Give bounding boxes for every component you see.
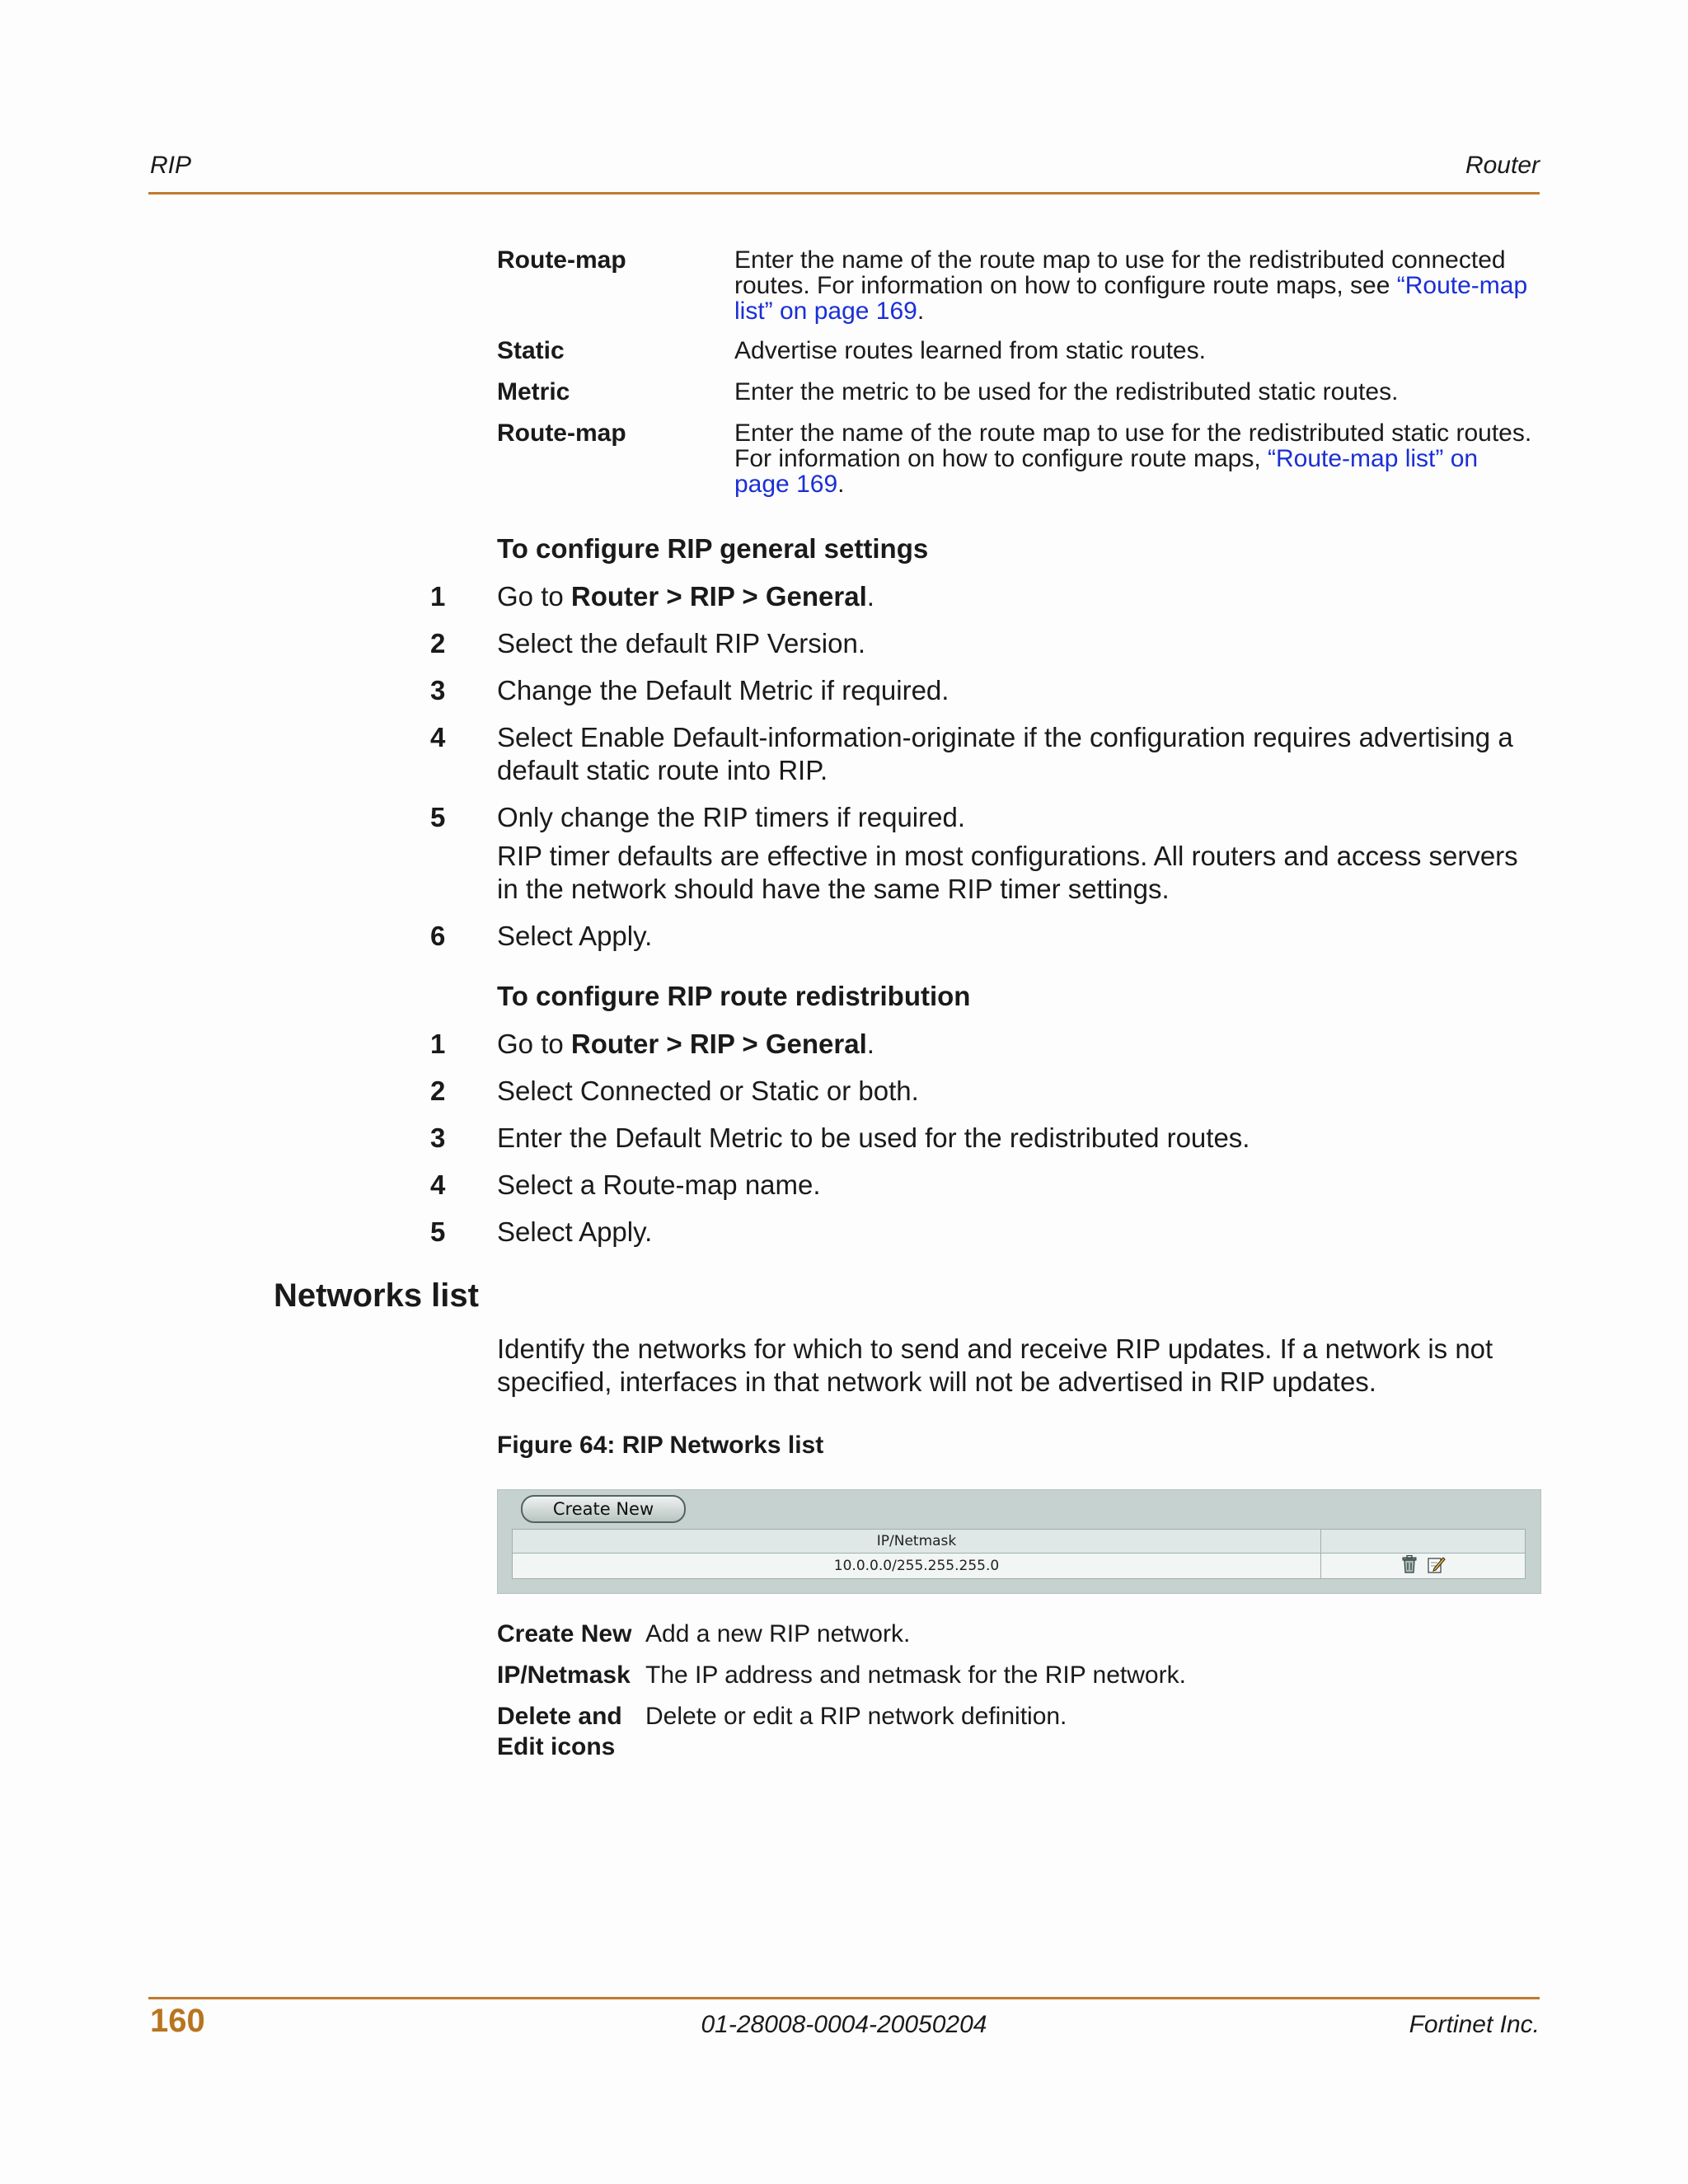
networks-definition-table xyxy=(497,1619,1540,1767)
step-text: Select a Route-map name. xyxy=(497,1169,821,1200)
procedure-step xyxy=(430,1028,1540,1061)
procedure-step xyxy=(430,801,1540,834)
step-number: 1 xyxy=(430,581,446,612)
definition-desc xyxy=(734,247,1540,338)
procedure-note: RIP timer defaults are effective in most configurations. All routers and access servers in the network should have the same RIP timer settings. xyxy=(497,841,1518,904)
step-text xyxy=(497,1028,1540,1061)
definition-row xyxy=(497,338,1540,379)
step-text xyxy=(497,580,1540,613)
networks-table xyxy=(512,1529,1526,1579)
definition-term: Delete and Edit icons xyxy=(497,1703,622,1760)
section-title-networks-list: Networks list xyxy=(274,1277,479,1314)
step-number: 1 xyxy=(430,1029,446,1059)
footer-rule xyxy=(148,1997,1540,1999)
procedure-step xyxy=(430,580,1540,613)
procedure-step xyxy=(430,1075,1540,1108)
header-section-name: RIP xyxy=(150,152,192,179)
desc-text: . xyxy=(917,298,925,325)
menu-path: Router > RIP > General xyxy=(570,1029,867,1059)
definition-desc xyxy=(734,420,1540,511)
step-text: Select the default RIP Version. xyxy=(497,628,865,658)
step-number: 4 xyxy=(430,722,446,752)
step-text-part: . xyxy=(866,1029,874,1059)
route-map-list-link[interactable]: “Route-map list” on page 169 xyxy=(734,445,1479,498)
rip-networks-list-figure xyxy=(497,1489,1541,1594)
redistribution-definition-table xyxy=(497,247,1540,511)
ip-netmask-cell: 10.0.0.0/255.255.255.0 xyxy=(513,1554,1321,1579)
header-rule xyxy=(148,192,1540,194)
desc-text: Enter the name of the route map to use for the redistributed static routes. For information on how to configure route maps, xyxy=(734,419,1532,472)
definition-desc: Advertise routes learned from static routes. xyxy=(734,337,1206,364)
step-text: Select Enable Default-information-originate if the configuration requires advertising a default static route into RIP. xyxy=(497,722,1513,785)
step-number: 5 xyxy=(430,802,446,832)
step-number: 4 xyxy=(430,1169,446,1200)
desc-text: . xyxy=(837,471,845,498)
procedure-step xyxy=(430,1216,1540,1249)
definition-row xyxy=(497,1660,1540,1701)
definition-desc: The IP address and netmask for the RIP network. xyxy=(645,1661,1186,1689)
menu-path: Router > RIP > General xyxy=(570,581,867,612)
actions-cell xyxy=(1321,1554,1526,1579)
definition-term: Route-map xyxy=(497,419,626,447)
procedure-title-redistribution: To configure RIP route redistribution xyxy=(497,981,971,1011)
create-new-button[interactable]: Create New xyxy=(521,1495,686,1523)
table-header-row xyxy=(513,1530,1526,1554)
step-text: Select Apply. xyxy=(497,921,653,951)
step-number: 5 xyxy=(430,1216,446,1247)
networks-intro: Identify the networks for which to send and receive RIP updates. If a network is not specified, interfaces in that network will not be advertised in RIP updates. xyxy=(497,1333,1493,1397)
definition-row xyxy=(497,420,1540,511)
definition-term: Static xyxy=(497,337,565,364)
header-chapter-name: Router xyxy=(1465,152,1540,179)
definition-row xyxy=(497,1619,1540,1660)
step-text: Select Apply. xyxy=(497,1216,653,1247)
step-text: Change the Default Metric if required. xyxy=(497,675,950,705)
page-number: 160 xyxy=(150,2003,205,2039)
procedure-step xyxy=(430,627,1540,660)
definition-row xyxy=(497,1701,1540,1767)
desc-text: Enter the name of the route map to use for the redistributed connected routes. For information on how to configure route maps, see xyxy=(734,246,1506,299)
definition-term: Route-map xyxy=(497,246,626,274)
table-row xyxy=(513,1554,1526,1579)
step-text-part: Go to xyxy=(497,581,571,612)
definition-desc: Add a new RIP network. xyxy=(645,1620,911,1647)
step-number: 2 xyxy=(430,1076,446,1106)
step-number: 3 xyxy=(430,675,446,705)
edit-icon[interactable] xyxy=(1428,1555,1446,1577)
step-text: Only change the RIP timers if required. xyxy=(497,802,965,832)
company-name: Fortinet Inc. xyxy=(1409,2011,1540,2038)
step-number: 3 xyxy=(430,1122,446,1153)
procedure-step xyxy=(430,1169,1540,1202)
step-text: Enter the Default Metric to be used for the redistributed routes. xyxy=(497,1122,1250,1153)
procedure-step xyxy=(430,1122,1540,1155)
definition-row xyxy=(497,379,1540,420)
step-text-part: Go to xyxy=(497,1029,571,1059)
definition-desc: Delete or edit a RIP network definition. xyxy=(645,1703,1067,1730)
step-text-part: . xyxy=(866,581,874,612)
step-text: Select Connected or Static or both. xyxy=(497,1076,919,1106)
ip-netmask-column-header: IP/Netmask xyxy=(513,1530,1321,1554)
definition-desc: Enter the metric to be used for the redistributed static routes. xyxy=(734,378,1399,405)
delete-icon[interactable] xyxy=(1401,1555,1418,1577)
step-number: 2 xyxy=(430,628,446,658)
definition-term: Metric xyxy=(497,378,570,405)
procedure-step xyxy=(430,721,1540,787)
definition-term: IP/Netmask xyxy=(497,1661,631,1689)
actions-column-header xyxy=(1321,1530,1526,1554)
route-map-list-link[interactable]: “Route-map list” on page 169 xyxy=(734,272,1528,325)
procedure-step xyxy=(430,920,1540,953)
definition-term: Create New xyxy=(497,1620,632,1647)
step-number: 6 xyxy=(430,921,446,951)
procedure-title-general: To configure RIP general settings xyxy=(497,533,929,564)
procedure-step xyxy=(430,674,1540,707)
figure-caption: Figure 64: RIP Networks list xyxy=(497,1432,824,1459)
document-id: 01-28008-0004-20050204 xyxy=(701,2011,987,2038)
definition-row xyxy=(497,247,1540,338)
